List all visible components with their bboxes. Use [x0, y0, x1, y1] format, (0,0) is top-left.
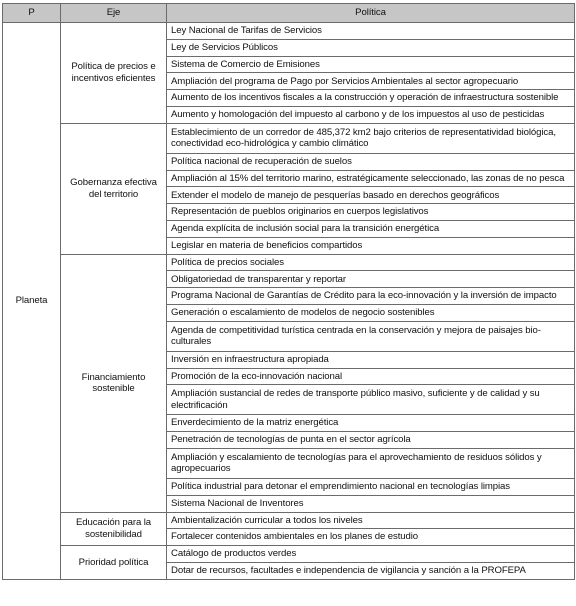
policy-table — [2, 3, 575, 580]
policy-cell: Extender el modelo de manejo de pesquerías basado en derechos geográficos — [167, 187, 575, 204]
policy-cell: Agenda de competitividad turística centrada en la conservación y mejora de paisajes bio-culturales — [167, 321, 575, 351]
policy-cell: Dotar de recursos, facultades e independencia de vigilancia y sanción a la PROFEPA — [167, 562, 575, 579]
header-row — [3, 4, 575, 23]
policy-cell: Aumento y homologación del impuesto al carbono y de los impuestos al uso de pesticidas — [167, 106, 575, 123]
policy-cell: Ley de Servicios Públicos — [167, 39, 575, 56]
policy-cell: Política de precios sociales — [167, 254, 575, 271]
policy-cell: Obligatoriedad de transparentar y reportar — [167, 271, 575, 288]
policy-cell: Agenda explícita de inclusión social para la transición energética — [167, 220, 575, 237]
policy-cell: Generación o escalamiento de modelos de negocio sostenibles — [167, 304, 575, 321]
policy-cell: Ampliación sustancial de redes de transporte público masivo, suficiente y de calidad y su electrificación — [167, 385, 575, 415]
eje-cell: Financiamiento sostenible — [61, 254, 167, 512]
policy-cell: Programa Nacional de Garantías de Crédito para la eco-innovación y la inversión de impacto — [167, 288, 575, 305]
table-row — [3, 123, 575, 153]
policy-cell: Inversión en infraestructura apropiada — [167, 351, 575, 368]
eje-cell: Educación para la sostenibilidad — [61, 512, 167, 546]
policy-cell: Enverdecimiento de la matriz energética — [167, 415, 575, 432]
table-row — [3, 546, 575, 563]
header-p: P — [3, 4, 61, 23]
policy-cell: Ampliación y escalamiento de tecnologías para el aprovechamiento de residuos sólidos y agropecuarios — [167, 448, 575, 478]
table-row — [3, 254, 575, 271]
policy-cell: Penetración de tecnologías de punta en el sector agrícola — [167, 432, 575, 449]
pilar-cell: Planeta — [3, 23, 61, 580]
header-politica: Política — [167, 4, 575, 23]
policy-cell: Sistema Nacional de Inventores — [167, 495, 575, 512]
eje-cell: Gobernanza efectiva del territorio — [61, 123, 167, 254]
policy-cell: Ampliación al 15% del territorio marino, estratégicamente seleccionado, las zonas de no pesca — [167, 170, 575, 187]
policy-cell: Ley Nacional de Tarifas de Servicios — [167, 23, 575, 40]
policy-cell: Representación de pueblos originarios en cuerpos legislativos — [167, 204, 575, 221]
policy-cell: Sistema de Comercio de Emisiones — [167, 56, 575, 73]
policy-cell: Promoción de la eco-innovación nacional — [167, 368, 575, 385]
policy-cell: Establecimiento de un corredor de 485,372 km2 bajo criterios de representatividad biológica, conectividad eco-hidrológica y cambio climático — [167, 123, 575, 153]
policy-cell: Catálogo de productos verdes — [167, 546, 575, 563]
policy-cell: Fortalecer contenidos ambientales en los planes de estudio — [167, 529, 575, 546]
policy-cell: Ambientalización curricular a todos los niveles — [167, 512, 575, 529]
table-row — [3, 512, 575, 529]
policy-cell: Ampliación del programa de Pago por Servicios Ambientales al sector agropecuario — [167, 73, 575, 90]
header-eje: Eje — [61, 4, 167, 23]
table-row — [3, 23, 575, 40]
policy-cell: Política nacional de recuperación de suelos — [167, 153, 575, 170]
policy-cell: Legislar en materia de beneficios compartidos — [167, 237, 575, 254]
table-body — [3, 23, 575, 580]
policy-cell: Política industrial para detonar el emprendimiento nacional en tecnologías limpias — [167, 478, 575, 495]
eje-cell: Prioridad política — [61, 546, 167, 580]
policy-cell: Aumento de los incentivos fiscales a la construcción y operación de infraestructura sostenible — [167, 90, 575, 107]
eje-cell: Política de precios e incentivos eficientes — [61, 23, 167, 124]
